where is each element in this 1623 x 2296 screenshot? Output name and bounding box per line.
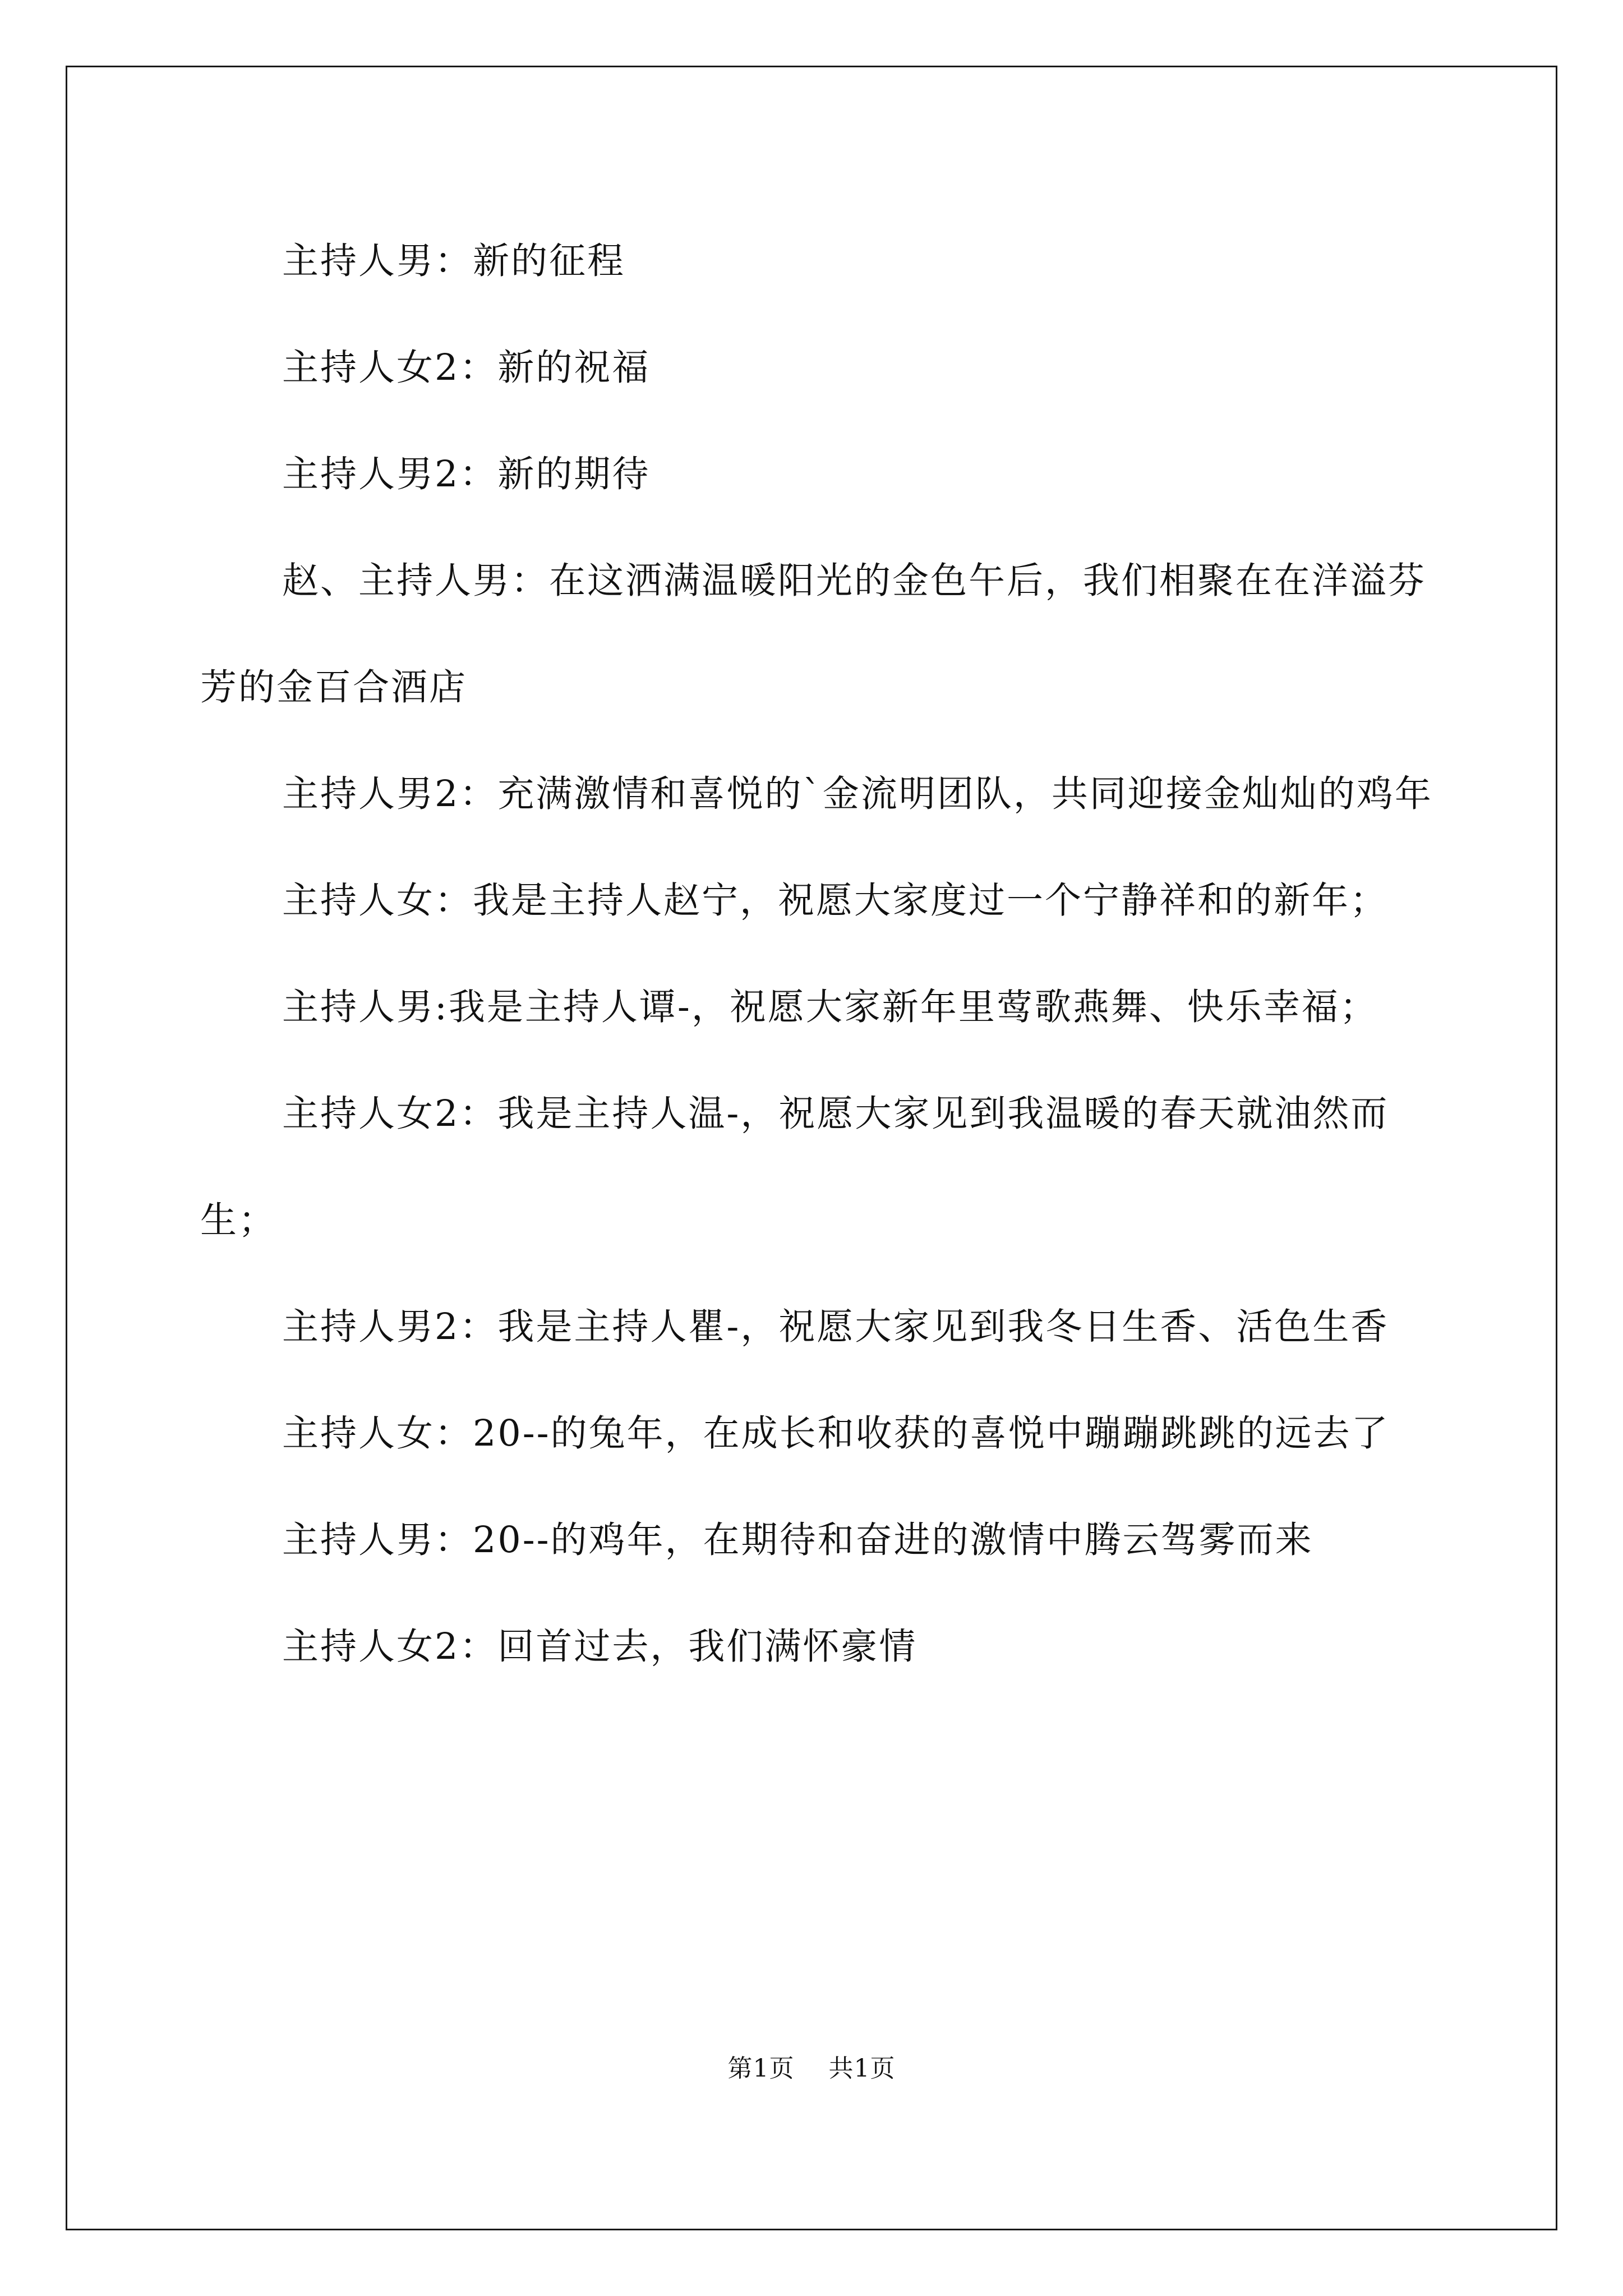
paragraph: 赵、主持人男：在这洒满温暖阳光的金色午后，我们相聚在在洋溢芬芳的金百合酒店 [200, 560, 1427, 708]
page-total: 共1页 [828, 2054, 896, 2083]
paragraph: 主持人女2：我是主持人温-，祝愿大家见到我温暖的春天就油然而生； [200, 1093, 1389, 1241]
paragraph: 主持人男:我是主持人谭-，祝愿大家新年里莺歌燕舞、快乐幸福； [282, 986, 1378, 1028]
document-body [200, 208, 1434, 1700]
paragraph: 主持人男：新的征程 [282, 240, 626, 282]
paragraph: 主持人男2：新的期待 [282, 453, 651, 495]
paragraph: 主持人男2：我是主持人瞿-，祝愿大家见到我冬日生香、活色生香 [282, 1306, 1389, 1348]
paragraph: 主持人女：我是主持人赵宁，祝愿大家度过一个宁静祥和的新年； [282, 880, 1389, 922]
page-number: 第1页 [727, 2054, 795, 2083]
paragraph: 主持人女2：新的祝福 [282, 347, 651, 389]
paragraph: 主持人女：20--的兔年，在成长和收获的喜悦中蹦蹦跳跳的远去了 [282, 1412, 1390, 1455]
paragraph: 主持人男2：充满激情和喜悦的`金流明团队，共同迎接金灿灿的鸡年 [282, 773, 1433, 815]
page-footer [0, 2052, 1623, 2086]
paragraph: 主持人男：20--的鸡年，在期待和奋进的激情中腾云驾雾而来 [282, 1519, 1313, 1561]
paragraph: 主持人女2：回首过去，我们满怀豪情 [282, 1626, 917, 1668]
